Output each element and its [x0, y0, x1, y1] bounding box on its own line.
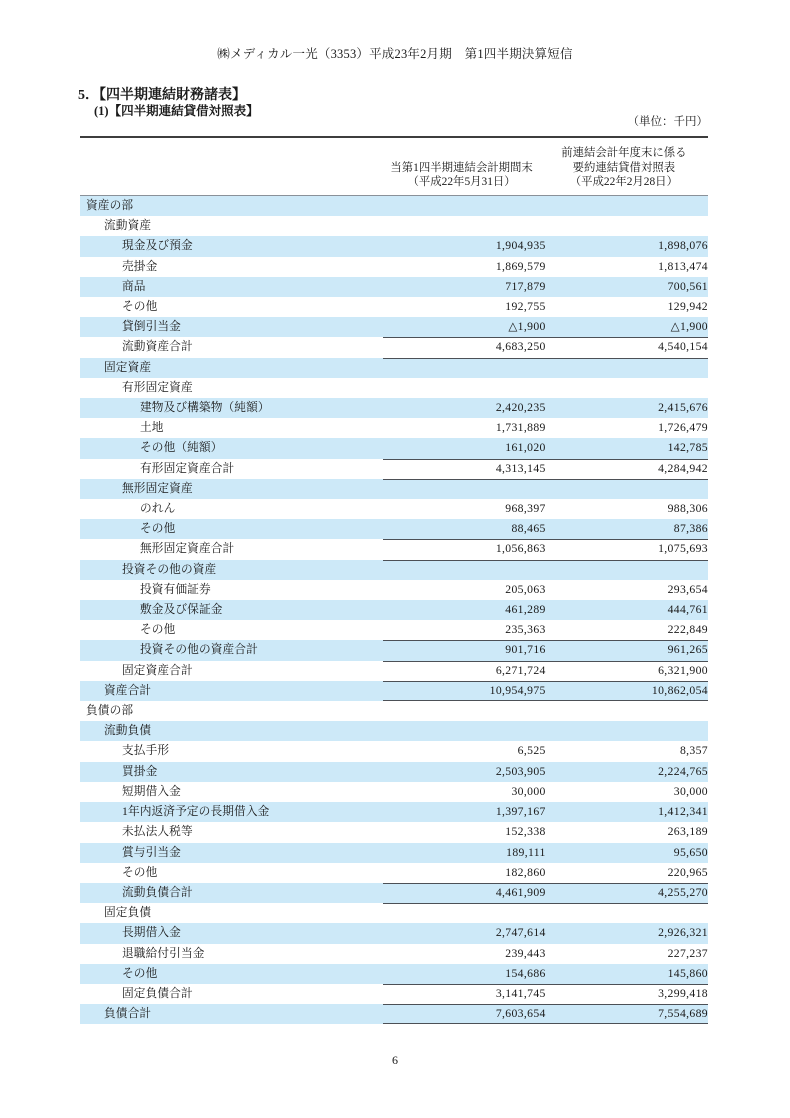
- row-label: 売掛金: [122, 259, 158, 273]
- table-row: [80, 822, 708, 842]
- row-label: 負債の部: [86, 704, 134, 718]
- row-value-current-quarter: [383, 479, 545, 499]
- row-value-current-quarter: 4,683,250: [383, 337, 545, 357]
- table-row: [80, 499, 708, 519]
- row-label: 買掛金: [80, 762, 383, 782]
- row-value-current-quarter: 3,141,745: [383, 984, 545, 1004]
- row-label: 現金及び預金: [80, 236, 383, 256]
- row-value-current-quarter: 901,716: [383, 640, 545, 660]
- table-row: [80, 337, 708, 357]
- table-row: [80, 277, 708, 297]
- row-label: 流動負債: [80, 721, 383, 741]
- row-value-current-quarter: [383, 721, 545, 741]
- table-row: [80, 843, 708, 863]
- table-row: [80, 418, 708, 438]
- row-value-previous-year: 444,761: [546, 600, 708, 620]
- row-label: 固定負債合計: [122, 986, 193, 1000]
- row-value-previous-year: [546, 560, 708, 580]
- row-value-previous-year: 87,386: [546, 519, 708, 539]
- unit-note: （単位：千円）: [627, 116, 708, 128]
- table-row: [80, 964, 708, 984]
- row-value-previous-year: 220,965: [667, 865, 708, 879]
- row-value-current-quarter: 6,525: [517, 744, 546, 758]
- row-value-current-quarter: 2,747,614: [383, 923, 545, 943]
- table-header: [80, 137, 708, 196]
- table-row: [80, 721, 708, 741]
- table-row: [80, 438, 708, 458]
- row-label: 支払手形: [122, 744, 170, 758]
- table-row: [80, 944, 708, 964]
- row-value-previous-year: 6,321,900: [546, 661, 708, 681]
- row-value-previous-year: 4,255,270: [546, 883, 708, 903]
- row-value-current-quarter: 182,860: [505, 865, 546, 879]
- table-row: [80, 1004, 708, 1024]
- row-value-previous-year: 961,265: [546, 640, 708, 660]
- row-value-previous-year: 988,306: [667, 502, 708, 516]
- column-header-previous-year-line2: 要約連結貸借対照表: [572, 161, 676, 174]
- row-value-previous-year: 142,785: [546, 438, 708, 458]
- row-value-previous-year: 145,860: [546, 964, 708, 984]
- subsection-heading: (1)【四半期連結貸借対照表】: [94, 104, 259, 118]
- row-label: その他（純額）: [80, 438, 383, 458]
- row-label: 無形固定資産: [80, 479, 383, 499]
- row-label: のれん: [140, 502, 176, 516]
- row-value-previous-year: [546, 358, 708, 378]
- row-label: 投資有価証券: [140, 582, 211, 596]
- table-row: [80, 297, 708, 317]
- row-value-previous-year: [546, 479, 708, 499]
- row-label: 資産の部: [80, 196, 383, 217]
- table-row: [80, 984, 708, 1004]
- row-value-current-quarter: 1,904,935: [383, 236, 545, 256]
- row-label: 投資その他の資産: [80, 560, 383, 580]
- row-label: 賞与引当金: [80, 843, 383, 863]
- row-value-current-quarter: 1,397,167: [383, 802, 545, 822]
- row-value-current-quarter: 152,338: [505, 825, 546, 839]
- row-value-current-quarter: 1,869,579: [495, 259, 546, 273]
- row-value-previous-year: 2,926,321: [546, 923, 708, 943]
- row-value-current-quarter: 2,503,905: [383, 762, 545, 782]
- row-label: 短期借入金: [122, 784, 181, 798]
- row-label: 退職給付引当金: [122, 946, 205, 960]
- row-value-current-quarter: 4,313,145: [383, 459, 545, 479]
- row-value-current-quarter: [383, 903, 545, 923]
- row-value-previous-year: 4,540,154: [546, 337, 708, 357]
- row-value-current-quarter: 461,289: [383, 600, 545, 620]
- column-header-current-quarter-line1: 当第1四半期連結会計期間末: [390, 161, 533, 174]
- row-value-previous-year: 1,075,693: [546, 539, 708, 559]
- table-row: [80, 863, 708, 883]
- row-label: 建物及び構築物（純額）: [80, 398, 383, 418]
- column-header-label: [80, 137, 383, 196]
- row-label: 土地: [140, 421, 164, 435]
- row-value-previous-year: 222,849: [667, 623, 708, 637]
- row-value-current-quarter: 7,603,654: [383, 1004, 545, 1024]
- row-value-previous-year: 10,862,054: [546, 681, 708, 701]
- table-row: [80, 600, 708, 620]
- row-label: その他: [80, 964, 383, 984]
- row-label: その他: [122, 865, 158, 879]
- column-header-previous-year: [546, 137, 708, 196]
- table-row: [80, 317, 708, 337]
- row-value-previous-year: 7,554,689: [546, 1004, 708, 1024]
- row-value-previous-year: 129,942: [667, 300, 708, 314]
- row-value-previous-year: 3,299,418: [546, 984, 708, 1004]
- table-row: [80, 903, 708, 923]
- row-label: 貸倒引当金: [80, 317, 383, 337]
- row-value-previous-year: 8,357: [679, 744, 708, 758]
- table-row: [80, 479, 708, 499]
- row-label: 長期借入金: [80, 923, 383, 943]
- row-value-previous-year: [546, 196, 708, 217]
- row-label: 商品: [80, 277, 383, 297]
- row-label: その他: [80, 519, 383, 539]
- row-value-previous-year: 1,412,341: [546, 802, 708, 822]
- row-value-previous-year: 700,561: [546, 277, 708, 297]
- row-value-current-quarter: 1,056,863: [383, 539, 545, 559]
- balance-sheet-table: [80, 136, 708, 1024]
- row-label: 流動資産合計: [122, 340, 193, 354]
- row-value-current-quarter: 10,954,975: [383, 681, 545, 701]
- row-value-current-quarter: 4,461,909: [383, 883, 545, 903]
- table-row: [80, 519, 708, 539]
- row-value-current-quarter: [383, 701, 545, 721]
- row-value-current-quarter: 235,363: [505, 623, 546, 637]
- row-value-previous-year: △1,900: [546, 317, 708, 337]
- row-value-previous-year: 4,284,942: [546, 459, 708, 479]
- table-row: [80, 701, 708, 721]
- row-value-previous-year: 2,224,765: [546, 762, 708, 782]
- section-heading: 5．【四半期連結財務諸表】: [78, 88, 246, 103]
- row-value-previous-year: 2,415,676: [546, 398, 708, 418]
- row-label: 無形固定資産合計: [140, 542, 235, 556]
- row-value-current-quarter: [383, 378, 545, 398]
- row-value-previous-year: 1,813,474: [658, 259, 708, 273]
- table-row: [80, 236, 708, 256]
- table-row: [80, 459, 708, 479]
- table-row: [80, 620, 708, 640]
- column-header-previous-year-line1: 前連結会計年度末に係る: [561, 147, 687, 160]
- row-value-current-quarter: 6,271,724: [383, 661, 545, 681]
- table-row: [80, 681, 708, 701]
- row-label: その他: [122, 300, 158, 314]
- row-value-previous-year: [546, 216, 708, 236]
- column-header-current-quarter-line2: （平成22年5月31日）: [407, 176, 516, 189]
- table-row: [80, 398, 708, 418]
- row-value-previous-year: [546, 903, 708, 923]
- row-label: 固定資産: [80, 358, 383, 378]
- table-header-row: [80, 137, 708, 196]
- row-value-current-quarter: 189,111: [383, 843, 545, 863]
- row-label: 資産合計: [80, 681, 383, 701]
- table-row: [80, 762, 708, 782]
- row-value-current-quarter: 2,420,235: [383, 398, 545, 418]
- row-value-current-quarter: 154,686: [383, 964, 545, 984]
- table-row: [80, 802, 708, 822]
- row-label: 有形固定資産合計: [140, 461, 235, 475]
- table-row: [80, 257, 708, 277]
- row-value-current-quarter: 239,443: [505, 946, 546, 960]
- row-label: 未払法人税等: [122, 825, 193, 839]
- row-value-previous-year: [546, 378, 708, 398]
- row-label: 流動資産: [104, 219, 152, 233]
- table-row: [80, 661, 708, 681]
- table-row: [80, 580, 708, 600]
- row-label: 固定資産合計: [122, 663, 193, 677]
- row-value-current-quarter: 30,000: [511, 784, 546, 798]
- row-value-previous-year: [546, 721, 708, 741]
- row-value-current-quarter: 192,755: [505, 300, 546, 314]
- column-header-current-quarter: [383, 137, 545, 196]
- table-body: [80, 196, 708, 1025]
- row-value-previous-year: 293,654: [667, 582, 708, 596]
- row-value-current-quarter: △1,900: [383, 317, 545, 337]
- row-value-current-quarter: [383, 196, 545, 217]
- table-row: [80, 378, 708, 398]
- row-value-current-quarter: 1,731,889: [495, 421, 546, 435]
- row-value-current-quarter: 717,879: [383, 277, 545, 297]
- table-row: [80, 782, 708, 802]
- row-value-previous-year: 263,189: [667, 825, 708, 839]
- row-value-current-quarter: 88,465: [383, 519, 545, 539]
- running-header: ㈱メディカル一光（3353）平成23年2月期 第1四半期決算短信: [217, 47, 573, 61]
- row-label: 敷金及び保証金: [80, 600, 383, 620]
- row-value-previous-year: [546, 701, 708, 721]
- table-row: [80, 640, 708, 660]
- row-value-current-quarter: [383, 560, 545, 580]
- table-row: [80, 560, 708, 580]
- row-label: 1年内返済予定の長期借入金: [80, 802, 383, 822]
- table-row: [80, 358, 708, 378]
- row-value-previous-year: 95,650: [546, 843, 708, 863]
- table-row: [80, 923, 708, 943]
- row-value-previous-year: 30,000: [673, 784, 708, 798]
- column-header-previous-year-line3: （平成22年2月28日）: [569, 176, 678, 189]
- page-number: 6: [392, 1053, 398, 1067]
- table-row: [80, 883, 708, 903]
- row-value-previous-year: 227,237: [667, 946, 708, 960]
- table-row: [80, 196, 708, 217]
- row-value-current-quarter: [383, 216, 545, 236]
- row-value-previous-year: 1,726,479: [658, 421, 708, 435]
- table-row: [80, 539, 708, 559]
- row-label: その他: [140, 623, 176, 637]
- row-label: 有形固定資産: [122, 380, 193, 394]
- row-label: 流動負債合計: [80, 883, 383, 903]
- row-value-current-quarter: 968,397: [505, 502, 546, 516]
- row-label: 負債合計: [80, 1004, 383, 1024]
- row-value-current-quarter: [383, 358, 545, 378]
- row-label: 投資その他の資産合計: [80, 640, 383, 660]
- row-value-current-quarter: 161,020: [383, 438, 545, 458]
- table-row: [80, 741, 708, 761]
- row-label: 固定負債: [104, 906, 152, 920]
- row-value-previous-year: 1,898,076: [546, 236, 708, 256]
- row-value-current-quarter: 205,063: [505, 582, 546, 596]
- table-row: [80, 216, 708, 236]
